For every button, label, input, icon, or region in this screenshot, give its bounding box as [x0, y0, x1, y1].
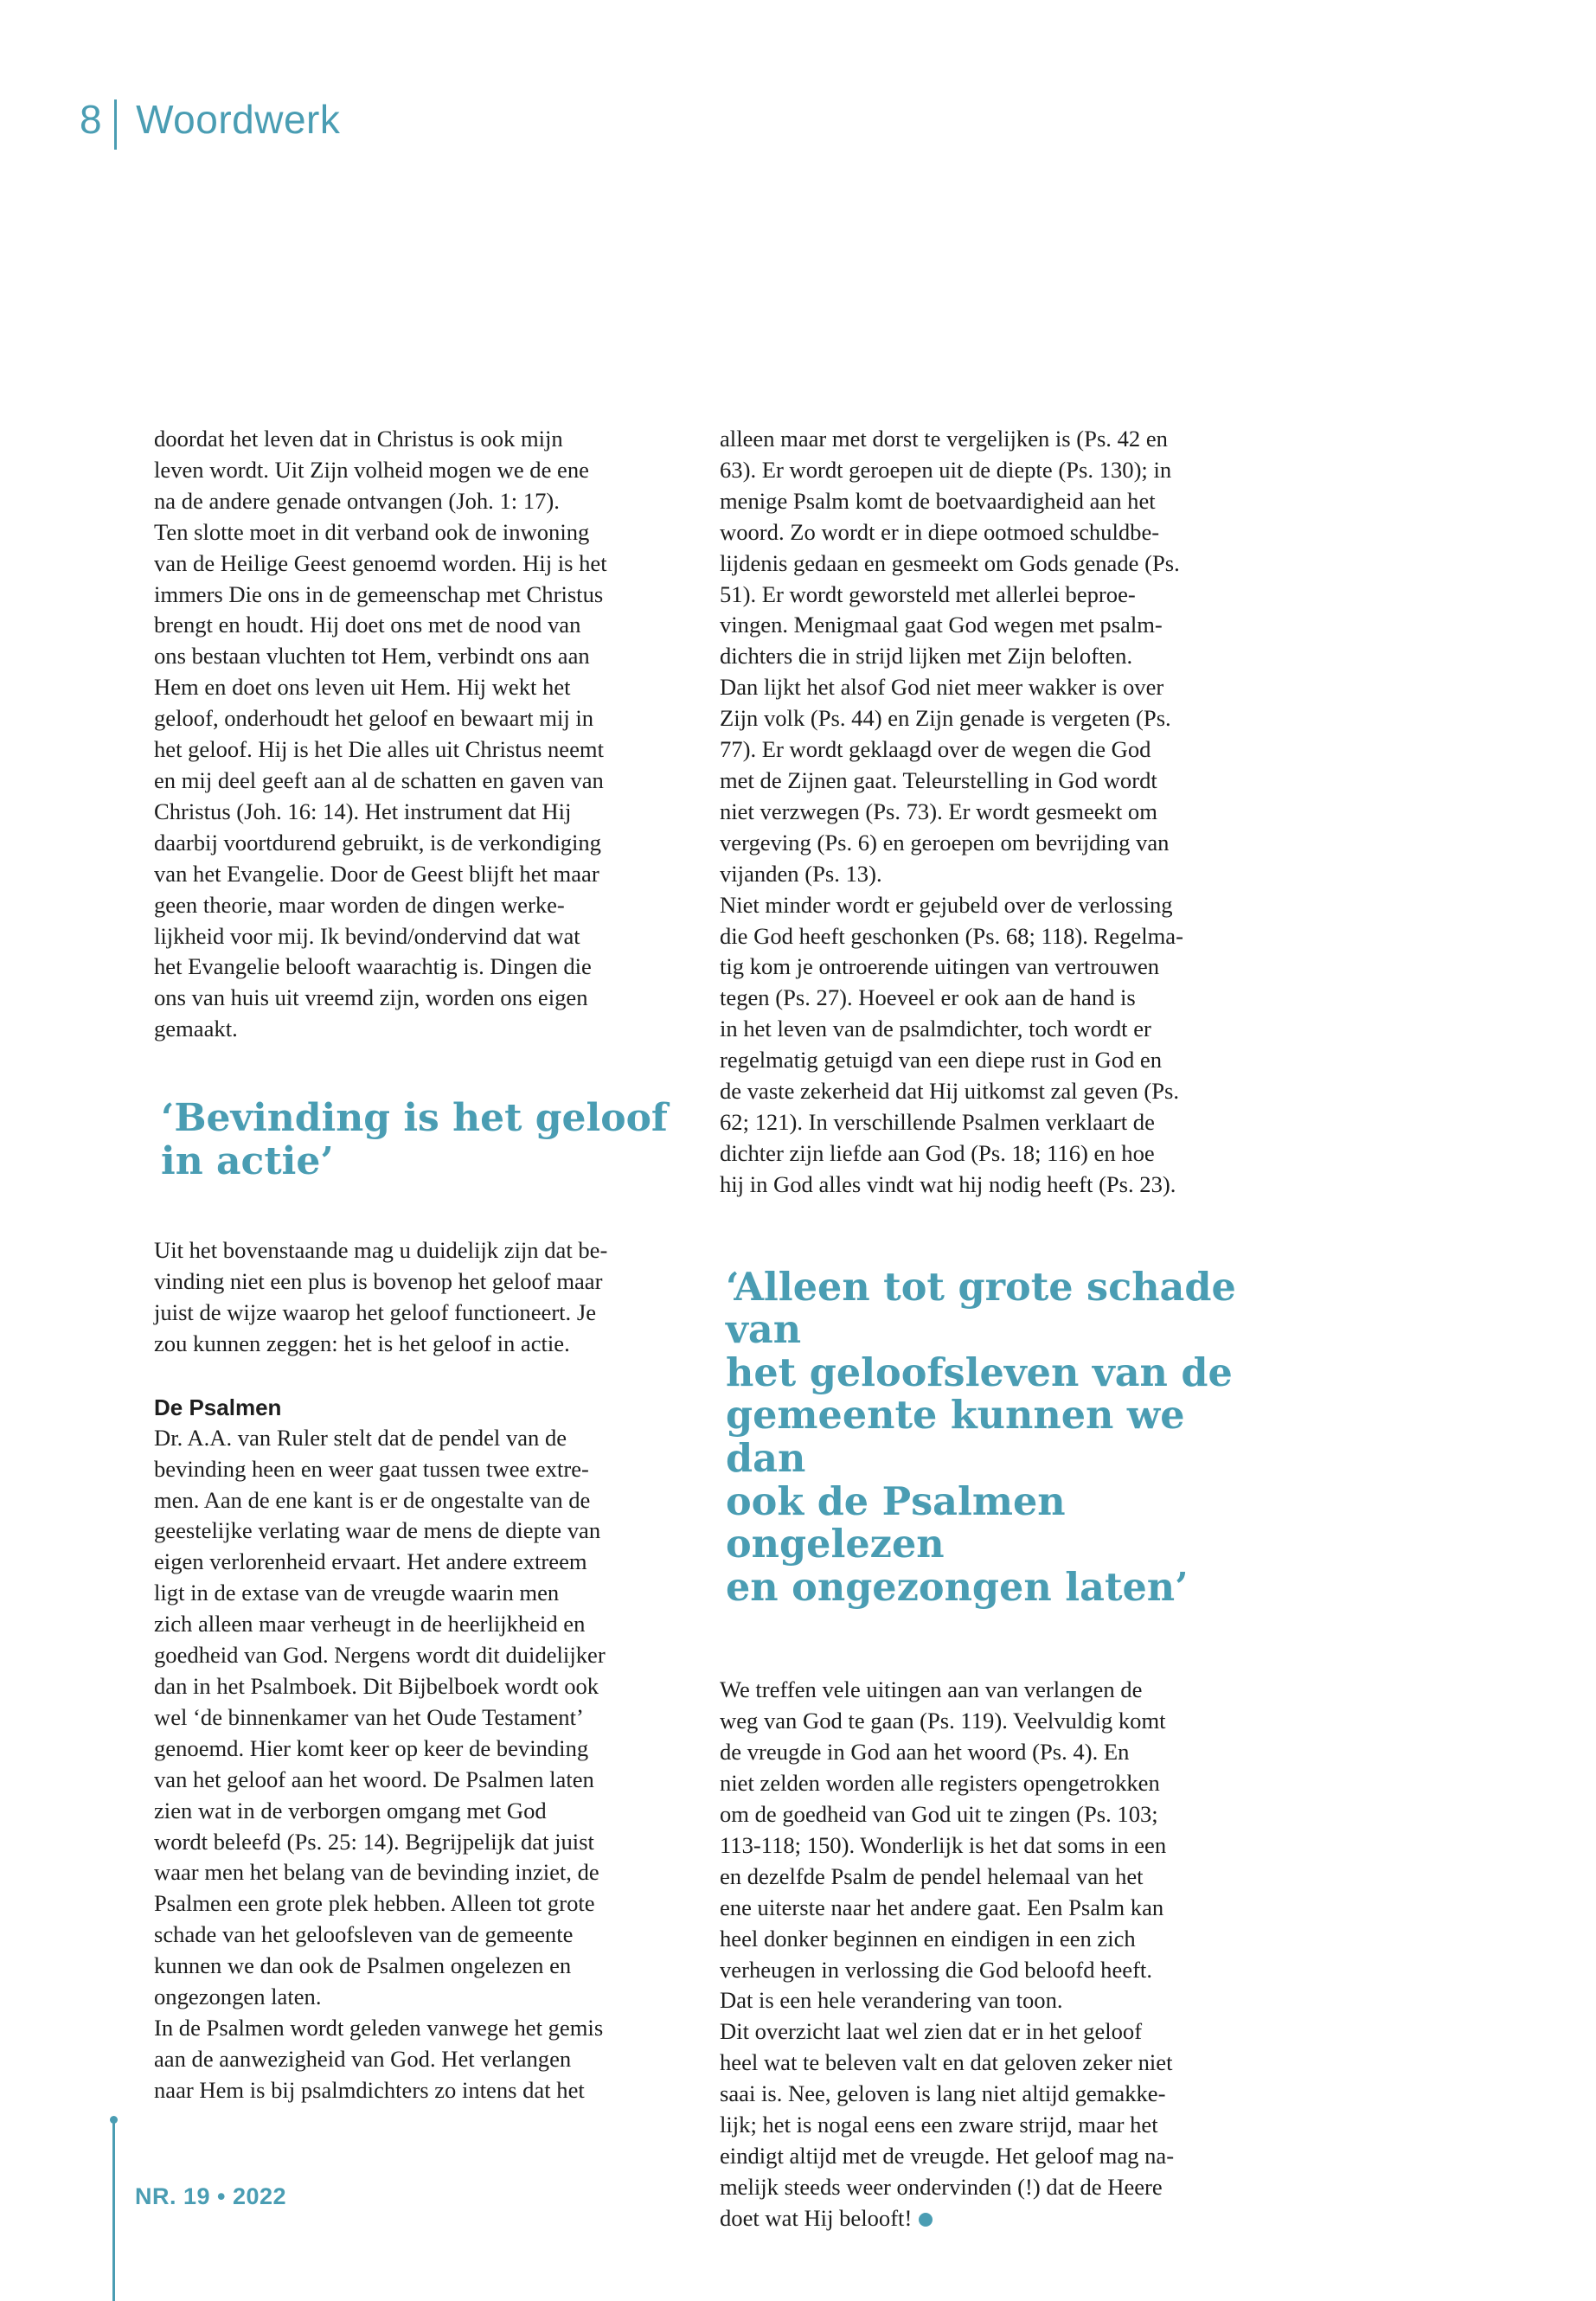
text-line: Psalmen een grote plek hebben. Alleen tot grote [154, 1890, 595, 1917]
text-line: vinding niet een plus is bovenop het geloof maar [154, 1268, 603, 1295]
text-line: tig kom je ontroerende uitingen van vertrouwen [720, 953, 1160, 980]
text-line: ons van huis uit vreemd zijn, worden ons eigen [154, 984, 588, 1011]
text-line: om de goedheid van God uit te zingen (Ps. 103; [720, 1801, 1158, 1828]
text-line: aan de aanwezigheid van God. Het verlangen [154, 2045, 572, 2072]
text-line: schade van het geloofsleven van de gemeente [154, 1921, 574, 1948]
text-line: We treffen vele uitingen aan van verlangen de [720, 1676, 1143, 1703]
text-line: die God heeft geschonken (Ps. 68; 118). Regelma- [720, 922, 1183, 949]
header-divider [114, 99, 117, 150]
text-line: Zijn volk (Ps. 44) en Zijn genade is vergeten (Ps. [720, 705, 1171, 732]
text-line: doordat het leven dat in Christus is ook mijn [154, 426, 563, 452]
text-line: bevinding heen en weer gaat tussen twee extre- [154, 1455, 589, 1482]
text-line: Dit overzicht laat wel zien dat er in het geloof [720, 2018, 1143, 2045]
text-line: Ten slotte moet in dit verband ook de inwoning [154, 518, 590, 545]
text-line: vijanden (Ps. 13). [720, 860, 882, 887]
text-line: In de Psalmen wordt geleden vanwege het gemis [154, 2014, 604, 2041]
text-line: goedheid van God. Nergens wordt dit duidelijker [154, 1642, 606, 1669]
text-line: daarbij voortdurend gebruikt, is de verkondiging [154, 829, 601, 856]
body-paragraph [720, 424, 1249, 1201]
text-line: eigen verlorenheid ervaart. Het andere extreem [154, 1548, 587, 1575]
text-line: 113-118; 150). Wonderlijk is het dat soms in een [720, 1831, 1167, 1858]
text-line: gemeente kunnen we dan [726, 1393, 1185, 1482]
text-line: Dan lijkt het alsof God niet meer wakker is over [720, 674, 1164, 701]
pull-quote [161, 1097, 683, 1183]
text-line: met de Zijnen gaat. Teleurstelling in God wordt [720, 766, 1157, 793]
text-line: zou kunnen zeggen: het is het geloof in actie. [154, 1330, 570, 1356]
text-line: vingen. Menigmaal gaat God wegen met psalm- [720, 612, 1163, 638]
text-line: juist de wijze waarop het geloof functioneert. Je [154, 1298, 597, 1325]
pull-quote [726, 1266, 1249, 1610]
text-line: geestelijke verlating waar de mens de diepte van [154, 1517, 601, 1544]
text-line: waar men het belang van de bevinding inziet, de [154, 1859, 599, 1886]
text-line: saai is. Nee, geloven is lang niet altijd gemakke- [720, 2080, 1166, 2107]
text-line: ligt in de extase van de vreugde waarin men [154, 1580, 560, 1606]
text-line: niet zelden worden alle registers opengetrokken [720, 1770, 1160, 1797]
text-line: dan in het Psalmboek. Dit Bijbelboek wordt ook [154, 1673, 599, 1699]
text-line: wel ‘de binnenkamer van het Oude Testament’ [154, 1703, 584, 1730]
text-line: Christus (Joh. 16: 14). Het instrument dat Hij [154, 798, 572, 824]
text-line: 77). Er wordt geklaagd over de wegen die God [720, 736, 1151, 763]
text-line: dichter zijn liefde aan God (Ps. 18; 116) en hoe [720, 1139, 1155, 1166]
text-line: in het leven van de psalmdichter, toch wordt er [720, 1016, 1151, 1042]
text-line: menige Psalm komt de boetvaardigheid aan het [720, 487, 1156, 514]
text-line: weg van God te gaan (Ps. 119). Veelvuldig komt [720, 1708, 1166, 1734]
text-line: lijkheid voor mij. Ik bevind/ondervind dat wat [154, 922, 580, 949]
text-line: hij in God alles vindt wat hij nodig heeft (Ps. 23). [720, 1170, 1176, 1197]
text-line: dichters die in strijd lijken met Zijn beloften. [720, 643, 1133, 670]
text-line: ene uiterste naar het andere gaat. Een Psalm kan [720, 1894, 1164, 1920]
text-line: geloof, onderhoudt het geloof en bewaart mij in [154, 705, 594, 732]
text-line: kunnen we dan ook de Psalmen ongelezen en [154, 1952, 572, 1979]
text-line: na de andere genade ontvangen (Joh. 1: 17). [154, 487, 560, 514]
text-line: heel wat te beleven valt en dat geloven zeker niet [720, 2049, 1173, 2076]
text-line: en mij deel geeft aan al de schatten en gaven van [154, 766, 604, 793]
text-line: van het Evangelie. Door de Geest blijft het maar [154, 860, 599, 887]
text-line: men. Aan de ene kant is er de ongestalte van de [154, 1486, 591, 1513]
text-line: Hem en doet ons leven uit Hem. Hij wekt het [154, 674, 571, 701]
text-line: van de Heilige Geest genoemd worden. Hij is het [154, 549, 607, 576]
text-line: tegen (Ps. 27). Hoeveel er ook aan de hand is [720, 984, 1136, 1011]
text-line: naar Hem is bij psalmdichters zo intens dat het [154, 2076, 585, 2103]
text-line: 62; 121). In verschillende Psalmen verklaart de [720, 1108, 1155, 1135]
page-number: 8 [80, 97, 103, 142]
text-line: Niet minder wordt er gejubeld over de verlossing [720, 891, 1173, 918]
text-line: regelmatig getuigd van een diepe rust in God en [720, 1047, 1163, 1074]
text-line: genoemd. Hier komt keer op keer de bevinding [154, 1734, 589, 1761]
text-line: gemaakt. [154, 1016, 238, 1042]
text-line: en dezelfde Psalm de pendel helemaal van het [720, 1862, 1144, 1889]
text-line: Dr. A.A. van Ruler stelt dat de pendel van de [154, 1424, 567, 1451]
footer-rule-dot [110, 2116, 118, 2124]
text-line: zich alleen maar verheugt in de heerlijkheid en [154, 1611, 586, 1638]
text-line: immers Die ons in de gemeenschap met Christus [154, 580, 604, 607]
text-line: Dat is een hele verandering van toon. [720, 1987, 1063, 2014]
text-line: melijk steeds weer ondervinden (!) dat de Heere [720, 2173, 1163, 2200]
text-line: Uit het bovenstaande mag u duidelijk zijn dat be- [154, 1237, 608, 1264]
text-line: in actie’ [161, 1139, 334, 1184]
subheading: De Psalmen [154, 1394, 282, 1420]
text-line: wordt beleefd (Ps. 25: 14). Begrijpelijk dat juist [154, 1828, 594, 1855]
text-line: het Evangelie belooft waarachtig is. Dingen die [154, 953, 592, 980]
body-paragraph [720, 1675, 1249, 2234]
text-line: eindigt altijd met de vreugde. Het geloof mag na- [720, 2143, 1175, 2169]
text-line: niet verzwegen (Ps. 73). Er wordt gesmeekt om [720, 798, 1157, 824]
text-line: ongezongen laten. [154, 1984, 322, 2010]
text-line: 63). Er wordt geroepen uit de diepte (Ps. 130); in [720, 456, 1172, 483]
text-line: ‘Alleen tot grote schade van [726, 1264, 1236, 1353]
body-paragraph [154, 1423, 683, 2106]
text-line: heel donker beginnen en eindigen in een zich [720, 1925, 1136, 1952]
text-line: vergeving (Ps. 6) en geroepen om bevrijding van [720, 829, 1170, 856]
text-line: doet wat Hij belooft! [720, 2203, 1249, 2234]
body-paragraph [154, 424, 683, 1045]
text-line: 51). Er wordt geworsteld met allerlei beproe- [720, 580, 1136, 607]
issue-number: NR. 19 • 2022 [135, 2183, 287, 2209]
text-line: ons bestaan vluchten tot Hem, verbindt ons aan [154, 643, 590, 670]
text-line: het geloofsleven van de [726, 1349, 1233, 1395]
text-line: van het geloof aan het woord. De Psalmen laten [154, 1766, 594, 1792]
section-title: Woordwerk [136, 97, 341, 142]
text-line: en ongezongen laten’ [726, 1564, 1189, 1610]
text-line: brengt en houdt. Hij doet ons met de nood van [154, 612, 581, 638]
text-line: leven wordt. Uit Zijn volheid mogen we de ene [154, 456, 589, 483]
text-line: alleen maar met dorst te vergelijken is (Ps. 42 en [720, 426, 1168, 452]
text-line: geen theorie, maar worden de dingen werke- [154, 891, 565, 918]
text-line: ook de Psalmen ongelezen [726, 1478, 1066, 1567]
text-line: lijdenis gedaan en gesmeekt om Gods genade (Ps. [720, 549, 1180, 576]
text-line: verheugen in verlossing die God beloofd heeft. [720, 1956, 1152, 1983]
footer-rule [112, 2118, 115, 2301]
body-paragraph [154, 1235, 683, 1360]
text-line: zien wat in de verborgen omgang met God [154, 1797, 547, 1823]
end-mark-icon [919, 2213, 933, 2227]
right-column [720, 424, 1249, 2234]
text-line: de vreugde in God aan het woord (Ps. 4). En [720, 1739, 1130, 1766]
text-line: lijk; het is nogal eens een zware strijd, maar het [720, 2112, 1158, 2138]
page-header [80, 93, 340, 145]
text-line: woord. Zo wordt er in diepe ootmoed schuldbe- [720, 518, 1160, 545]
left-column [154, 424, 683, 2106]
text-line: ‘Bevinding is het geloof [161, 1096, 668, 1141]
text-line: de vaste zekerheid dat Hij uitkomst zal geven (Ps. [720, 1078, 1179, 1105]
text-line: het geloof. Hij is het Die alles uit Christus neemt [154, 736, 604, 763]
